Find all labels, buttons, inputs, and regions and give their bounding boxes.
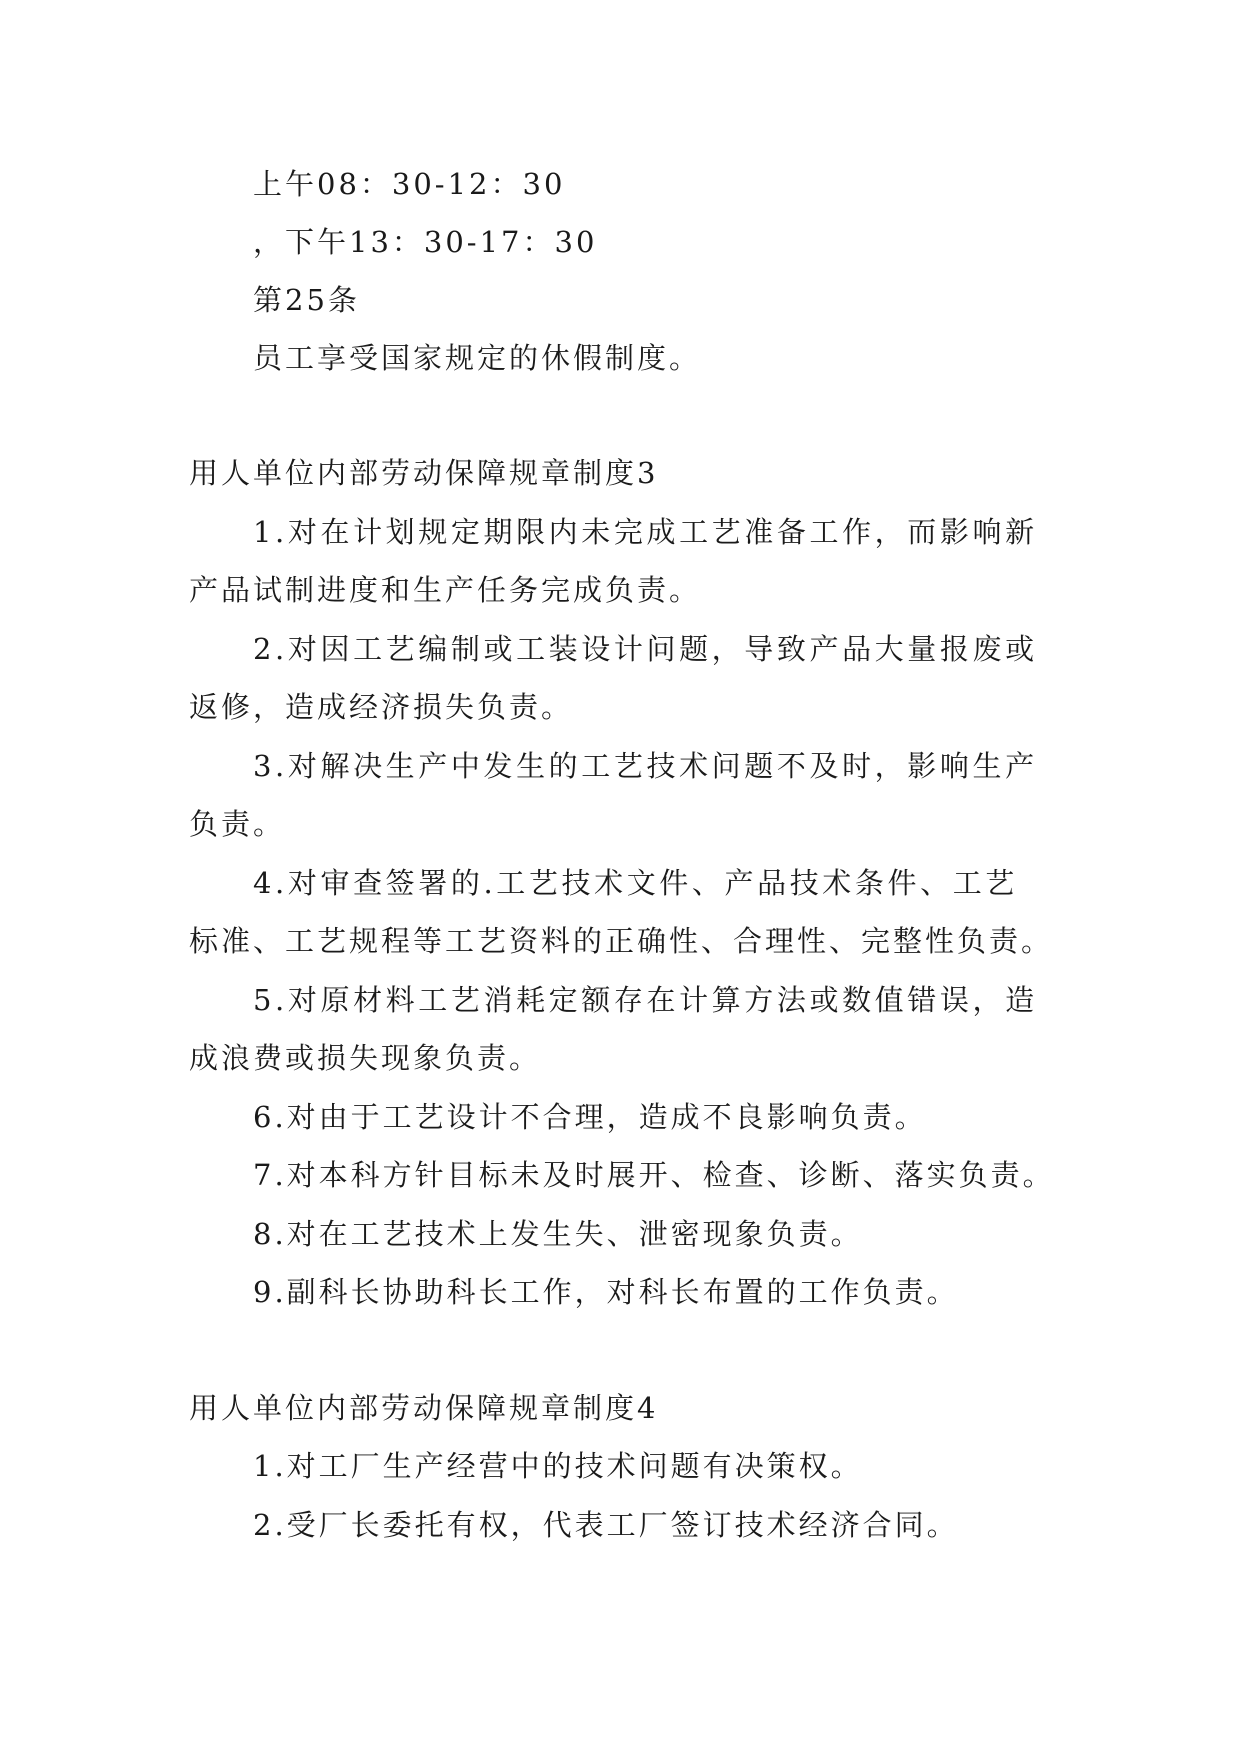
section3-item-4-line1: 4.对审查签署的.工艺技术文件、产品技术条件、工艺	[253, 866, 1018, 900]
section3-item-2-line1: 2.对因工艺编制或工装设计问题，导致产品大量报废或	[253, 632, 1038, 666]
section4-item-1: 1.对工厂生产经营中的技术问题有决策权。	[253, 1449, 863, 1483]
section3-item-9: 9.副科长协助科长工作，对科长布置的工作负责。	[253, 1275, 959, 1309]
section-heading-4: 用人单位内部劳动保障规章制度4	[189, 1391, 659, 1425]
section3-item-5-line1: 5.对原材料工艺消耗定额存在计算方法或数值错误，造	[253, 983, 1038, 1017]
work-hours-morning: 上午08：30-12：30	[253, 167, 566, 201]
article-number: 第25条	[253, 283, 360, 317]
section-heading-3: 用人单位内部劳动保障规章制度3	[189, 456, 659, 490]
section3-item-7: 7.对本科方针目标未及时展开、检查、诊断、落实负责。	[253, 1158, 1055, 1192]
section3-item-1-line2: 产品试制进度和生产任务完成负责。	[189, 573, 702, 607]
section4-item-2: 2.受厂长委托有权，代表工厂签订技术经济合同。	[253, 1508, 959, 1542]
section3-item-4-line2: 标准、工艺规程等工艺资料的正确性、合理性、完整性负责。	[189, 924, 1054, 958]
section3-item-5-line2: 成浪费或损失现象负责。	[189, 1041, 542, 1075]
work-hours-afternoon: ，下午13：30-17：30	[253, 225, 598, 259]
section3-item-1-line1: 1.对在计划规定期限内未完成工艺准备工作，而影响新	[253, 515, 1038, 549]
article-text: 员工享受国家规定的休假制度。	[253, 341, 702, 375]
section3-item-3-line2: 负责。	[189, 807, 286, 841]
section3-item-8: 8.对在工艺技术上发生失、泄密现象负责。	[253, 1217, 863, 1251]
section3-item-6: 6.对由于工艺设计不合理，造成不良影响负责。	[253, 1100, 927, 1134]
section3-item-2-line2: 返修，造成经济损失负责。	[189, 690, 574, 724]
section3-item-3-line1: 3.对解决生产中发生的工艺技术问题不及时，影响生产	[253, 749, 1038, 783]
